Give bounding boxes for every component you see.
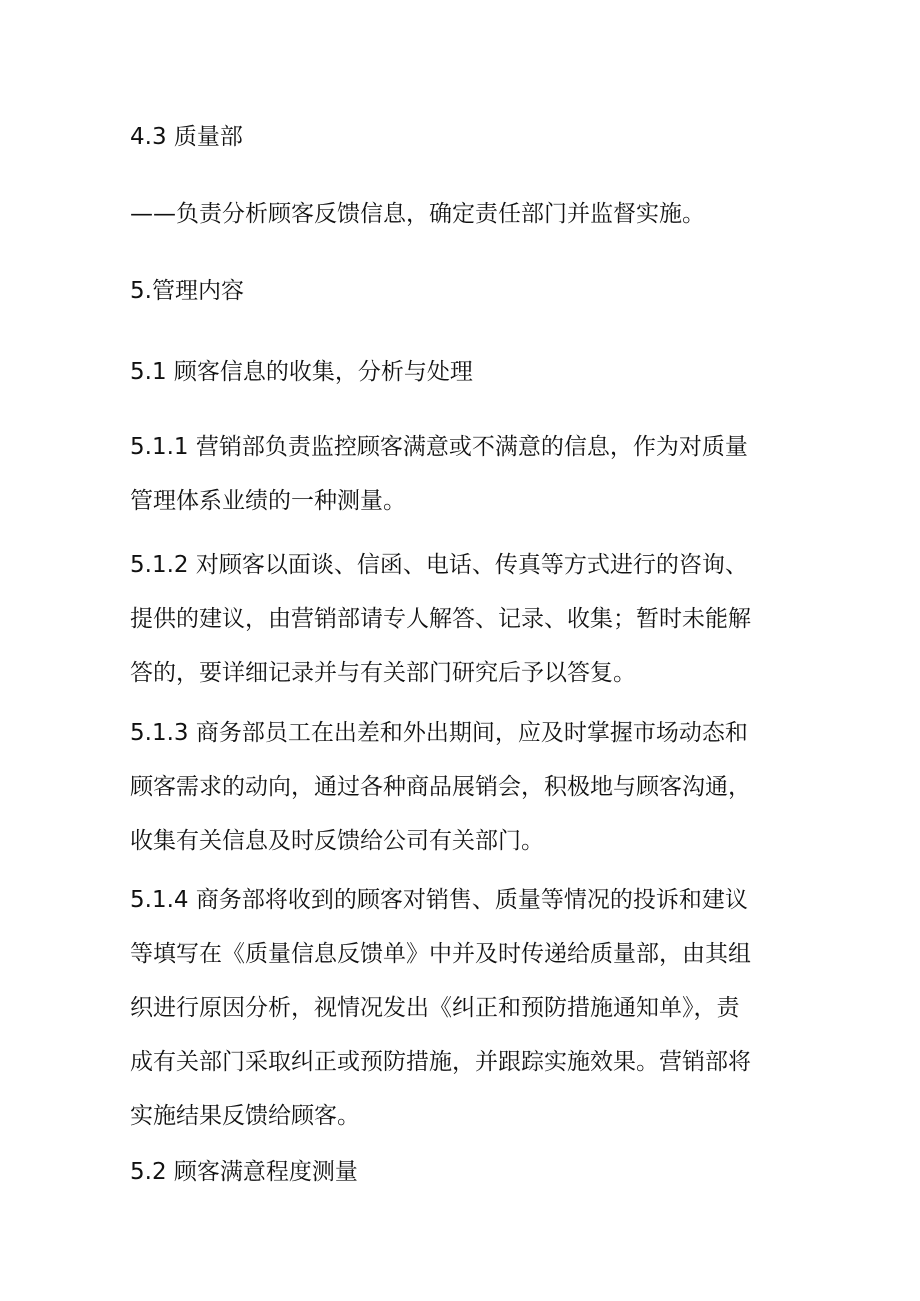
text-line: 5.1.4 商务部将收到的顾客对销售、质量等情况的投诉和建议 — [130, 887, 748, 913]
section-heading-5 — [130, 264, 770, 318]
text-line: 5.管理内容 — [130, 278, 244, 304]
text-line: 5.1 顾客信息的收集，分析与处理 — [130, 359, 473, 385]
section-heading-5-1 — [130, 345, 770, 399]
section-description — [130, 187, 770, 241]
text-line: 实施结果反馈给顾客。 — [130, 1103, 360, 1129]
text-line: 5.1.2 对顾客以面谈、信函、电话、传真等方式进行的咨询、 — [130, 552, 748, 578]
text-line: 织进行原因分析，视情况发出《纠正和预防措施通知单》，责 — [130, 995, 740, 1021]
text-line: 等填写在《质量信息反馈单》中并及时传递给质量部，由其组 — [130, 941, 751, 967]
text-line: 管理体系业绩的一种测量。 — [130, 488, 406, 514]
paragraph-5-1-1 — [130, 420, 770, 528]
text-line: 答的，要详细记录并与有关部门研究后予以答复。 — [130, 660, 636, 686]
text-line: 5.2 顾客满意程度测量 — [130, 1159, 358, 1185]
text-line: 5.1.3 商务部员工在出差和外出期间，应及时掌握市场动态和 — [130, 720, 748, 746]
paragraph-5-1-4 — [130, 873, 770, 1143]
text-line: 收集有关信息及时反馈给公司有关部门。 — [130, 828, 544, 854]
text-line: 5.1.1 营销部负责监控顾客满意或不满意的信息，作为对质量 — [130, 434, 748, 460]
section-heading-5-2 — [130, 1145, 770, 1199]
text-line: 成有关部门采取纠正或预防措施，并跟踪实施效果。营销部将 — [130, 1049, 751, 1075]
text-line: 顾客需求的动向，通过各种商品展销会，积极地与顾客沟通， — [130, 774, 751, 800]
section-heading-4-3 — [130, 110, 770, 164]
text-line: 提供的建议，由营销部请专人解答、记录、收集；暂时未能解 — [130, 606, 751, 632]
paragraph-5-1-3 — [130, 706, 770, 868]
text-line: ——负责分析顾客反馈信息，确定责任部门并监督实施。 — [130, 201, 705, 227]
text-line: 4.3 质量部 — [130, 124, 243, 150]
paragraph-5-1-2 — [130, 538, 770, 700]
